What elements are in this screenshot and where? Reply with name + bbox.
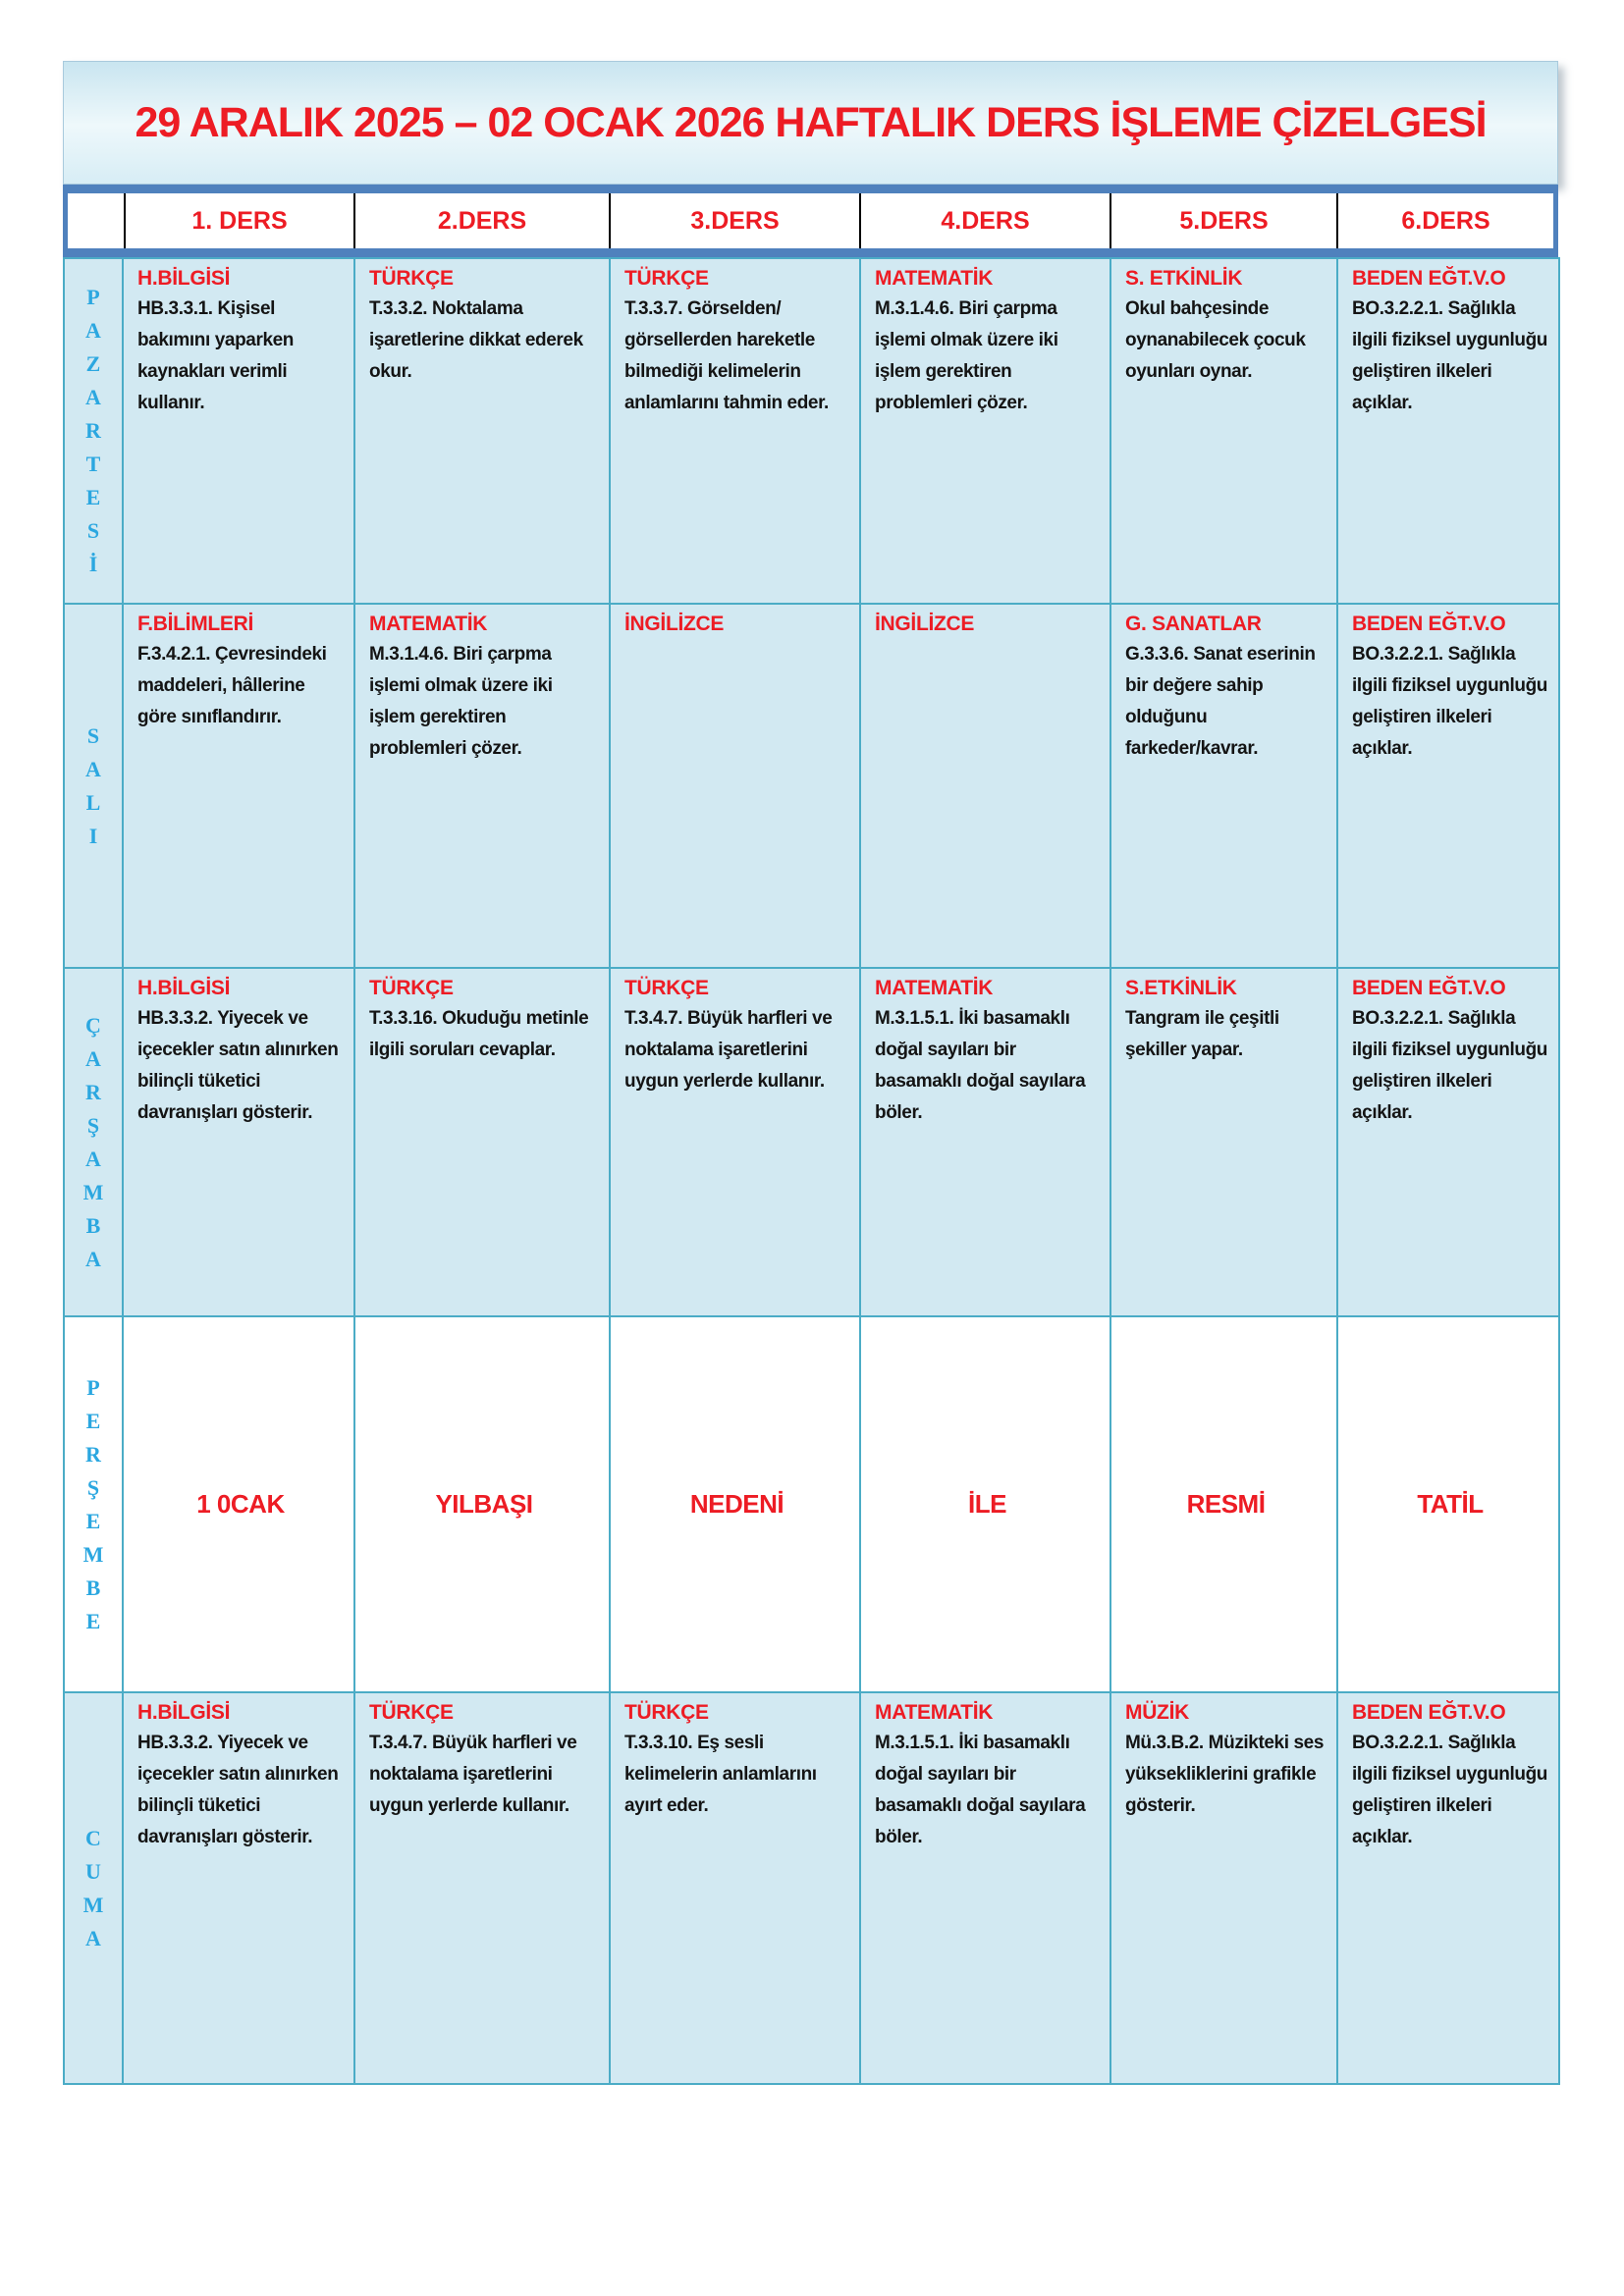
subject-heading: TÜRKÇE bbox=[369, 267, 454, 290]
subject-heading: TÜRKÇE bbox=[624, 267, 709, 290]
lesson-cell bbox=[354, 1692, 610, 2084]
table-row-cuma bbox=[64, 1692, 1559, 2084]
lesson-cell bbox=[610, 1692, 860, 2084]
subject-heading: MATEMATİK bbox=[369, 613, 488, 635]
holiday-word: YILBAŞI bbox=[435, 1489, 533, 1519]
subject-heading: İNGİLİZCE bbox=[875, 613, 975, 635]
lesson-cell bbox=[123, 604, 354, 968]
holiday-cell bbox=[123, 1316, 354, 1692]
lesson-cell bbox=[1337, 604, 1559, 968]
objective-text: T.3.3.2. Noktalama işaretlerine dikkat ederek okur. bbox=[369, 298, 583, 382]
objective-text: HB.3.3.1. Kişisel bakımını yaparken kaynakları verimli kullanır. bbox=[137, 298, 294, 413]
header-corner-cell bbox=[68, 193, 124, 248]
header-lesson-2: 2.DERS bbox=[353, 193, 609, 248]
subject-heading: H.BİLGİSİ bbox=[137, 977, 231, 999]
holiday-cell bbox=[1337, 1316, 1559, 1692]
day-label-pazartesi: P A Z A R T E S İ bbox=[85, 285, 101, 576]
table-row-pazartesi bbox=[64, 258, 1559, 604]
day-cell-persembe bbox=[64, 1316, 123, 1692]
day-label-persembe: P E R Ş E M B E bbox=[82, 1374, 104, 1633]
holiday-word: İLE bbox=[968, 1489, 1006, 1519]
subject-heading: H.BİLGİSİ bbox=[137, 1701, 231, 1724]
objective-text: M.3.1.5.1. İki basamaklı doğal sayıları bir basamaklı doğal sayılara böler. bbox=[875, 1733, 1086, 1847]
objective-text: Mü.3.B.2. Müzikteki ses yüksekliklerini grafikle gösterir. bbox=[1125, 1733, 1324, 1816]
objective-text: BO.3.2.2.1. Sağlıkla ilgili fiziksel uygunluğu geliştiren ilkeleri açıklar. bbox=[1352, 1733, 1548, 1847]
lesson-cell bbox=[1337, 1692, 1559, 2084]
subject-heading: F.BİLİMLERİ bbox=[137, 613, 254, 635]
table-row-carsamba bbox=[64, 968, 1559, 1316]
subject-heading: TÜRKÇE bbox=[369, 977, 454, 999]
lesson-cell bbox=[1110, 968, 1337, 1316]
objective-text: Tangram ile çeşitli şekiller yapar. bbox=[1125, 1008, 1279, 1060]
holiday-cell bbox=[860, 1316, 1110, 1692]
objective-text: G.3.3.6. Sanat eserinin bir değere sahip olduğunu farkeder/kavrar. bbox=[1125, 644, 1316, 759]
lesson-cell bbox=[123, 968, 354, 1316]
header-lesson-4: 4.DERS bbox=[859, 193, 1110, 248]
subject-heading: G. SANATLAR bbox=[1125, 613, 1262, 635]
day-label-cuma: C U M A bbox=[82, 1825, 104, 1950]
holiday-word: 1 0CAK bbox=[196, 1489, 285, 1519]
objective-text: T.3.3.10. Eş sesli kelimelerin anlamlarını ayırt eder. bbox=[624, 1733, 817, 1816]
subject-heading: TÜRKÇE bbox=[624, 977, 709, 999]
lesson-cell bbox=[860, 258, 1110, 604]
objective-text: F.3.4.2.1. Çevresindeki maddeleri, hâllerine göre sınıflandırır. bbox=[137, 644, 327, 727]
subject-heading: H.BİLGİSİ bbox=[137, 267, 231, 290]
subject-heading: MÜZİK bbox=[1125, 1701, 1189, 1724]
lesson-cell bbox=[354, 968, 610, 1316]
lesson-cell bbox=[860, 604, 1110, 968]
lesson-cell bbox=[123, 1692, 354, 2084]
day-cell-cuma bbox=[64, 1692, 123, 2084]
lesson-cell bbox=[354, 604, 610, 968]
objective-text: T.3.3.7. Görselden/ görsellerden hareketle bilmediği kelimelerin anlamlarını tahmin eder. bbox=[624, 298, 829, 413]
objective-text: BO.3.2.2.1. Sağlıkla ilgili fiziksel uygunluğu geliştiren ilkeleri açıklar. bbox=[1352, 298, 1548, 413]
subject-heading: MATEMATİK bbox=[875, 267, 994, 290]
table-row-persembe-holiday bbox=[64, 1316, 1559, 1692]
holiday-cell bbox=[610, 1316, 860, 1692]
header-lesson-5: 5.DERS bbox=[1110, 193, 1336, 248]
day-label-carsamba: Ç A R Ş A M B A bbox=[82, 1012, 104, 1271]
subject-heading: BEDEN EĞT.V.O bbox=[1352, 1701, 1506, 1724]
day-cell-sali bbox=[64, 604, 123, 968]
lesson-cell bbox=[1110, 604, 1337, 968]
lesson-cell bbox=[354, 258, 610, 604]
subject-heading: TÜRKÇE bbox=[624, 1701, 709, 1724]
holiday-word: NEDENİ bbox=[689, 1489, 785, 1519]
subject-heading: BEDEN EĞT.V.O bbox=[1352, 613, 1506, 635]
objective-text: HB.3.3.2. Yiyecek ve içecekler satın alınırken bilinçli tüketici davranışları gösterir. bbox=[137, 1733, 339, 1847]
lesson-cell bbox=[860, 968, 1110, 1316]
lesson-cell bbox=[610, 968, 860, 1316]
objective-text: T.3.4.7. Büyük harfleri ve noktalama işaretlerini uygun yerlerde kullanır. bbox=[624, 1008, 833, 1092]
objective-text: T.3.4.7. Büyük harfleri ve noktalama işaretlerini uygun yerlerde kullanır. bbox=[369, 1733, 577, 1816]
objective-text: BO.3.2.2.1. Sağlıkla ilgili fiziksel uygunluğu geliştiren ilkeleri açıklar. bbox=[1352, 1008, 1548, 1123]
schedule-table bbox=[63, 257, 1560, 2085]
lesson-cell bbox=[1110, 1692, 1337, 2084]
lesson-cell bbox=[1337, 258, 1559, 604]
subject-heading: MATEMATİK bbox=[875, 977, 994, 999]
lesson-cell bbox=[860, 1692, 1110, 2084]
subject-heading: TÜRKÇE bbox=[369, 1701, 454, 1724]
lesson-cell bbox=[1110, 258, 1337, 604]
table-row-sali bbox=[64, 604, 1559, 968]
holiday-word: TATİL bbox=[1417, 1489, 1484, 1519]
lesson-cell bbox=[123, 258, 354, 604]
header-lesson-6: 6.DERS bbox=[1336, 193, 1553, 248]
objective-text: HB.3.3.2. Yiyecek ve içecekler satın alınırken bilinçli tüketici davranışları gösterir. bbox=[137, 1008, 339, 1123]
objective-text: M.3.1.4.6. Biri çarpma işlemi olmak üzere iki işlem gerektiren problemleri çözer. bbox=[369, 644, 553, 759]
objective-text: BO.3.2.2.1. Sağlıkla ilgili fiziksel uygunluğu geliştiren ilkeleri açıklar. bbox=[1352, 644, 1548, 759]
subject-heading: MATEMATİK bbox=[875, 1701, 994, 1724]
lesson-cell bbox=[1337, 968, 1559, 1316]
header-lesson-1: 1. DERS bbox=[124, 193, 353, 248]
subject-heading: S. ETKİNLİK bbox=[1125, 267, 1243, 290]
title-banner bbox=[63, 61, 1558, 185]
holiday-cell bbox=[354, 1316, 610, 1692]
holiday-word: RESMİ bbox=[1186, 1489, 1266, 1519]
holiday-cell bbox=[1110, 1316, 1337, 1692]
subject-heading: İNGİLİZCE bbox=[624, 613, 725, 635]
subject-heading: S.ETKİNLİK bbox=[1125, 977, 1237, 999]
day-label-sali: S A L I bbox=[85, 722, 101, 848]
day-cell-pazartesi bbox=[64, 258, 123, 604]
header-lesson-3: 3.DERS bbox=[609, 193, 859, 248]
subject-heading: BEDEN EĞT.V.O bbox=[1352, 977, 1506, 999]
day-cell-carsamba bbox=[64, 968, 123, 1316]
subject-heading: BEDEN EĞT.V.O bbox=[1352, 267, 1506, 290]
lesson-cell bbox=[610, 604, 860, 968]
page-title: 29 ARALIK 2025 – 02 OCAK 2026 HAFTALIK DERS İŞLEME ÇİZELGESİ bbox=[135, 98, 1487, 146]
objective-text: Okul bahçesinde oynanabilecek çocuk oyunları oynar. bbox=[1125, 298, 1306, 382]
objective-text: M.3.1.4.6. Biri çarpma işlemi olmak üzere iki işlem gerektiren problemleri çözer. bbox=[875, 298, 1058, 413]
objective-text: T.3.3.16. Okuduğu metinle ilgili soruları cevaplar. bbox=[369, 1008, 589, 1060]
objective-text: M.3.1.5.1. İki basamaklı doğal sayıları bir basamaklı doğal sayılara böler. bbox=[875, 1008, 1086, 1123]
lesson-cell bbox=[610, 258, 860, 604]
table-header-row bbox=[63, 185, 1558, 257]
